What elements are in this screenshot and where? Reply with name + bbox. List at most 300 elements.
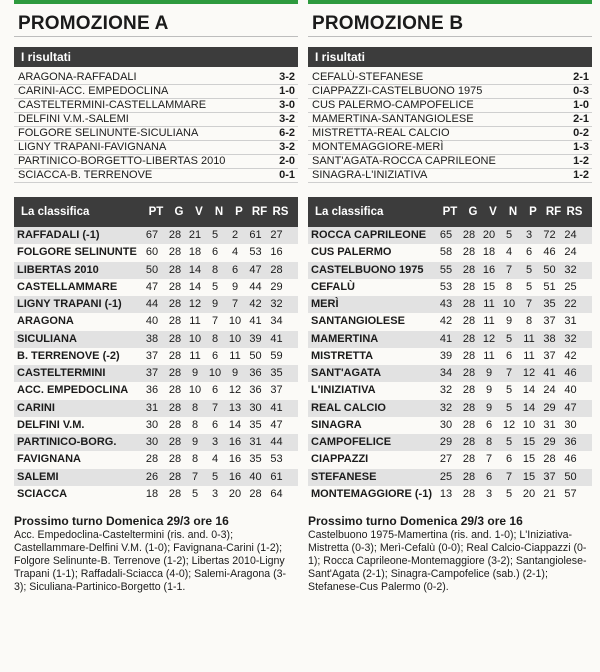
stat-pt: 40 [145,315,159,328]
stat-v: 12 [188,298,202,310]
stat-rs: 42 [564,349,577,362]
stat-pt: 29 [439,436,453,448]
match-score: 1-2 [573,169,589,181]
stat-v: 7 [485,453,493,466]
stat-v: 11 [189,349,201,362]
stat-pt: 32 [439,384,453,397]
stat-rf: 37 [543,349,556,362]
stat-g: 28 [168,315,182,328]
stat-pt: 30 [439,418,453,431]
stat-v: 14 [188,280,202,293]
standings-row [308,279,592,296]
stat-g: 28 [168,349,182,362]
stat-n: 7 [211,315,219,328]
stat-rf: 47 [249,263,262,276]
standings-header-cell: RS [566,206,583,218]
stat-p: 9 [231,280,239,293]
stat-pt: 39 [439,349,453,362]
standings-header-cell: P [235,206,243,218]
stat-rf: 39 [249,332,262,345]
stat-rf: 29 [543,401,556,414]
match-score: 0-1 [279,169,295,181]
stat-n: 5 [211,470,219,483]
team-name: ACC. EMPEDOCLINA [17,384,129,397]
standings-header-cell: V [195,206,203,218]
stat-g: 28 [168,401,182,414]
stat-v: 11 [483,298,495,310]
result-row [14,113,298,127]
stat-v: 8 [485,436,493,448]
stat-g: 28 [462,263,476,276]
team-name: L'INIZIATIVA [311,384,376,397]
result-row [14,169,298,183]
standings-header-cell: N [214,206,224,218]
stat-n: 6 [211,418,219,431]
stat-v: 8 [191,453,199,466]
stat-p: 20 [228,487,242,500]
standings-row [308,434,592,451]
league-title: PROMOZIONE B [308,12,592,37]
stat-p: 14 [522,401,536,414]
team-name: CASTELTERMINI [17,367,106,379]
stat-v: 8 [191,418,199,431]
stat-rs: 32 [564,332,577,345]
stat-n: 8 [211,332,219,345]
stat-rf: 46 [543,246,556,259]
standings-header-cell: RF [545,206,562,218]
stat-rf: 37 [543,315,556,328]
stat-rs: 25 [564,280,577,293]
team-name: CUS PALERMO [311,246,392,259]
team-name: PARTINICO-BORG. [17,436,117,448]
stat-v: 18 [482,246,496,259]
stat-p: 11 [523,332,535,345]
standings-header-cell: V [489,206,497,218]
stat-pt: 25 [439,470,453,483]
stat-n: 3 [211,436,219,448]
result-row [14,127,298,141]
standings-header-cell: RF [251,206,268,218]
stat-pt: 27 [439,453,453,466]
standings-header-cell: PT [148,206,164,218]
stat-g: 28 [168,332,182,345]
stat-p: 6 [525,246,533,259]
team-name: MAMERTINA [311,332,379,345]
team-name: FAVIGNANA [17,453,81,466]
match-score: 2-1 [573,71,589,83]
stat-rs: 36 [564,436,577,448]
standings-header [308,197,592,227]
standings-body [308,227,592,503]
stat-n: 4 [211,453,219,466]
standings-table [308,197,592,503]
stat-pt: 53 [439,280,453,293]
stat-n: 5 [211,229,219,241]
result-row [308,141,592,155]
stat-rf: 50 [543,263,556,276]
stat-pt: 28 [145,453,159,466]
match-score: 2-0 [279,155,295,167]
stat-p: 12 [522,367,536,379]
stat-n: 7 [505,367,513,379]
team-name: STEFANESE [311,470,377,483]
stat-p: 2 [231,229,239,241]
stat-rf: 38 [543,332,556,345]
stat-v: 18 [188,246,202,259]
stat-n: 5 [505,401,513,414]
stat-pt: 55 [439,263,453,276]
stat-p: 14 [522,384,536,397]
standings-header-cell: PT [442,206,458,218]
match-score: 6-2 [279,127,295,139]
standings-row [308,262,592,279]
stat-v: 10 [188,384,202,397]
stat-g: 28 [462,453,476,466]
stat-v: 9 [191,367,199,379]
stat-pt: 30 [145,418,159,431]
standings-row [14,400,298,417]
stat-p: 15 [522,470,536,483]
stat-v: 3 [485,487,493,500]
standings-row [308,331,592,348]
next-round-title: Prossimo turno Domenica 29/3 ore 16 [308,514,523,528]
stat-v: 6 [485,470,493,483]
team-name: ARAGONA [17,315,74,328]
stat-pt: 42 [439,315,453,328]
stat-rf: 40 [249,470,262,483]
match-score: 3-2 [279,141,295,153]
team-name: CIAPPAZZI [311,453,369,466]
result-row [14,99,298,113]
stat-v: 9 [485,367,493,379]
team-name: ROCCA CAPRILEONE [311,229,427,241]
stat-rs: 59 [270,349,283,362]
league-a-column [14,0,298,594]
match-name: SCIACCA-B. TERRENOVE [18,169,153,181]
stat-rf: 37 [543,470,556,483]
next-round-title: Prossimo turno Domenica 29/3 ore 16 [14,514,229,528]
stat-g: 28 [462,401,476,414]
stat-n: 9 [211,298,219,310]
stat-p: 9 [231,367,239,379]
stat-v: 5 [191,487,199,500]
standings-row [308,486,592,503]
stat-rf: 28 [543,453,556,466]
stat-n: 9 [505,315,513,328]
standings-row [14,451,298,468]
stat-rf: 36 [249,367,262,379]
team-name: SICULIANA [17,332,77,345]
stat-pt: 58 [439,246,453,259]
stat-n: 8 [505,280,513,293]
team-name: CASTELBUONO 1975 [311,263,424,276]
stat-g: 28 [168,487,182,500]
stat-n: 5 [211,280,219,293]
stat-rs: 40 [564,384,577,397]
stat-p: 16 [228,436,242,448]
stat-rf: 53 [249,246,262,259]
team-name: SANTANGIOLESE [311,315,405,328]
stat-rs: 46 [564,367,577,379]
standings-row [14,313,298,330]
stat-p: 10 [228,315,242,328]
stat-rs: 24 [564,246,577,259]
stat-rs: 31 [564,315,577,328]
standings-row [14,279,298,296]
stat-v: 9 [191,436,199,448]
standings-row [14,382,298,399]
stat-pt: 38 [145,332,159,345]
stat-n: 7 [211,401,219,414]
stat-n: 5 [505,229,513,241]
team-name: CASTELLAMMARE [17,280,118,293]
stat-g: 28 [168,418,182,431]
match-score: 3-2 [279,113,295,125]
team-name: B. TERRENOVE (-2) [17,349,120,362]
standings-header-cell: G [174,206,184,218]
results-header: I risultati [14,47,298,67]
stat-rf: 31 [543,418,556,431]
stat-v: 20 [482,229,496,241]
stat-p: 13 [228,401,242,414]
stat-v: 10 [188,332,202,345]
match-name: MONTEMAGGIORE-MERÌ [312,141,444,153]
stat-n: 6 [211,384,219,397]
stat-rs: 35 [270,367,283,379]
team-name: CARINI [17,401,55,414]
standings-row [308,348,592,365]
team-name: LIGNY TRAPANI (-1) [17,298,122,310]
stat-rf: 30 [249,401,262,414]
match-name: CASTELTERMINI-CASTELLAMMARE [18,99,207,111]
stat-rs: 29 [270,280,283,293]
stat-rs: 50 [564,470,577,483]
standings-row [14,227,298,244]
standings-row [14,348,298,365]
stat-p: 5 [525,280,533,293]
team-name: CEFALÙ [311,280,355,293]
stat-g: 28 [168,298,182,310]
standings-header-cell: P [529,206,537,218]
stat-rf: 36 [249,384,262,397]
stat-n: 12 [502,418,516,431]
match-score: 1-0 [279,85,295,97]
stat-p: 15 [522,436,536,448]
stat-rs: 64 [270,487,283,500]
team-name: LIBERTAS 2010 [17,263,99,276]
result-row [14,155,298,169]
team-name: FOLGORE SELINUNTE [17,246,137,259]
stat-rf: 61 [249,229,262,241]
result-row [308,113,592,127]
stat-g: 28 [462,280,476,293]
stat-v: 7 [191,470,199,483]
stat-n: 3 [211,487,219,500]
stat-p: 7 [231,298,239,310]
stat-rs: 53 [270,453,283,466]
stat-rs: 47 [564,401,577,414]
stat-g: 28 [168,367,182,379]
stat-g: 28 [168,436,182,448]
team-name: SCIACCA [17,487,68,500]
stat-pt: 32 [439,401,453,414]
stat-rf: 44 [249,280,262,293]
stat-pt: 41 [439,332,453,345]
stat-rs: 44 [270,436,283,448]
standings-header-cell: N [508,206,518,218]
match-name: SINAGRA-L'INIZIATIVA [312,169,428,181]
stat-g: 28 [462,246,476,259]
stat-rs: 32 [564,263,577,276]
stat-g: 28 [462,436,476,448]
stat-v: 11 [189,315,201,328]
stat-p: 10 [228,332,242,345]
stat-g: 28 [168,263,182,276]
stat-pt: 13 [439,487,453,500]
standings-row [308,296,592,313]
stat-rf: 72 [543,229,556,241]
stat-n: 5 [505,332,513,345]
section-color-bar [14,0,298,4]
result-row [308,169,592,183]
match-name: PARTINICO-BORGETTO-LIBERTAS 2010 [18,155,226,167]
stat-n: 10 [502,298,516,310]
stat-rf: 42 [249,298,262,310]
results-header: I risultati [308,47,592,67]
match-name: FOLGORE SELINUNTE-SICULIANA [18,127,199,139]
stat-pt: 65 [439,229,453,241]
result-row [308,71,592,85]
stat-p: 20 [522,487,536,500]
stat-rs: 24 [564,229,577,241]
stat-n: 4 [505,246,513,259]
result-row [308,155,592,169]
match-name: LIGNY TRAPANI-FAVIGNANA [18,141,167,153]
standings-row [308,400,592,417]
stat-g: 28 [168,229,182,241]
league-title: PROMOZIONE A [14,12,298,37]
stat-n: 6 [505,453,513,466]
stat-rs: 34 [270,315,283,328]
stat-g: 28 [462,298,476,310]
stat-pt: 30 [145,436,159,448]
standings-row [308,417,592,434]
stat-g: 28 [462,332,476,345]
standings-row [14,262,298,279]
stat-rs: 61 [270,470,283,483]
stat-pt: 37 [145,349,159,362]
match-name: CIAPPAZZI-CASTELBUONO 1975 [312,85,483,97]
match-name: DELFINI V.M.-SALEMI [18,113,129,125]
standings-table [14,197,298,503]
league-b-column [308,0,592,594]
stat-rf: 51 [543,280,556,293]
stat-g: 28 [168,453,182,466]
stat-g: 28 [462,367,476,379]
stat-g: 28 [168,384,182,397]
stat-n: 5 [505,384,513,397]
team-name: SINAGRA [311,418,362,431]
stat-rf: 50 [249,349,262,362]
team-name: MONTEMAGGIORE (-1) [311,487,432,500]
stat-pt: 26 [145,470,159,483]
match-score: 0-3 [573,85,589,97]
standings-row [14,244,298,261]
standings-header-cell: G [468,206,478,218]
stat-p: 12 [228,384,242,397]
stat-rs: 41 [270,332,283,345]
team-name: MERÌ [311,298,339,310]
team-name: DELFINI V.M. [17,418,85,431]
team-name: REAL CALCIO [311,401,386,414]
next-round [14,513,298,594]
standings-row [308,451,592,468]
standings-row [308,365,592,382]
stat-v: 15 [482,280,496,293]
stat-p: 3 [525,229,533,241]
stat-pt: 31 [145,401,159,414]
standings-header-cell: La classifica [21,206,90,218]
stat-rf: 35 [543,298,556,310]
stat-rs: 46 [564,453,577,466]
section-color-bar [308,0,592,4]
team-name: MISTRETTA [311,349,374,362]
standings-row [14,296,298,313]
standings-row [14,469,298,486]
standings-row [14,434,298,451]
match-name: CUS PALERMO-CAMPOFELICE [312,99,474,111]
team-name: RAFFADALI (-1) [17,229,100,241]
stat-v: 6 [485,418,493,431]
stat-p: 11 [523,349,535,362]
result-row [308,99,592,113]
stat-g: 28 [462,315,476,328]
standings-header-cell: La classifica [315,206,384,218]
stat-rs: 28 [270,263,283,276]
standings-row [14,486,298,503]
standings-header-cell: RS [272,206,289,218]
next-round [308,513,592,594]
stat-rf: 35 [249,418,262,431]
stat-n: 6 [505,349,513,362]
stat-p: 14 [228,418,242,431]
stat-rs: 41 [270,401,283,414]
stat-rs: 32 [270,298,283,310]
standings-row [308,469,592,486]
stat-n: 10 [208,367,222,379]
stat-pt: 47 [145,280,159,293]
stat-rf: 28 [249,487,262,500]
match-score: 2-1 [573,113,589,125]
team-name: SANT'AGATA [311,367,382,379]
stat-g: 28 [462,487,476,500]
match-score: 0-2 [573,127,589,139]
stat-rf: 41 [543,367,556,379]
stat-rs: 16 [270,246,283,259]
stat-v: 12 [482,332,496,345]
stat-pt: 37 [145,367,159,379]
match-name: MAMERTINA-SANTANGIOLESE [312,113,474,125]
standings-row [308,244,592,261]
stat-v: 8 [191,401,199,414]
stat-rs: 22 [564,298,577,310]
stat-v: 16 [482,263,496,276]
team-name: SALEMI [17,470,59,483]
next-round-fixtures: Castelbuono 1975-Mamertina (ris. and. 1-0); L'Iniziativa-Mistretta (0-3); Merì-Cefalù (0-0); Real Calcio-Ciappazzi (0-1); Rocca Caprileone-Montemaggiore (3-2); Santangiolese-Sant'Agata (2-1); Sinagra-Campofelice (sab.) (2-1); Stefanese-Cus Palermo (0-2). [308,529,587,593]
match-score: 1-0 [573,99,589,111]
stat-pt: 18 [145,487,159,500]
stat-p: 6 [231,263,239,276]
